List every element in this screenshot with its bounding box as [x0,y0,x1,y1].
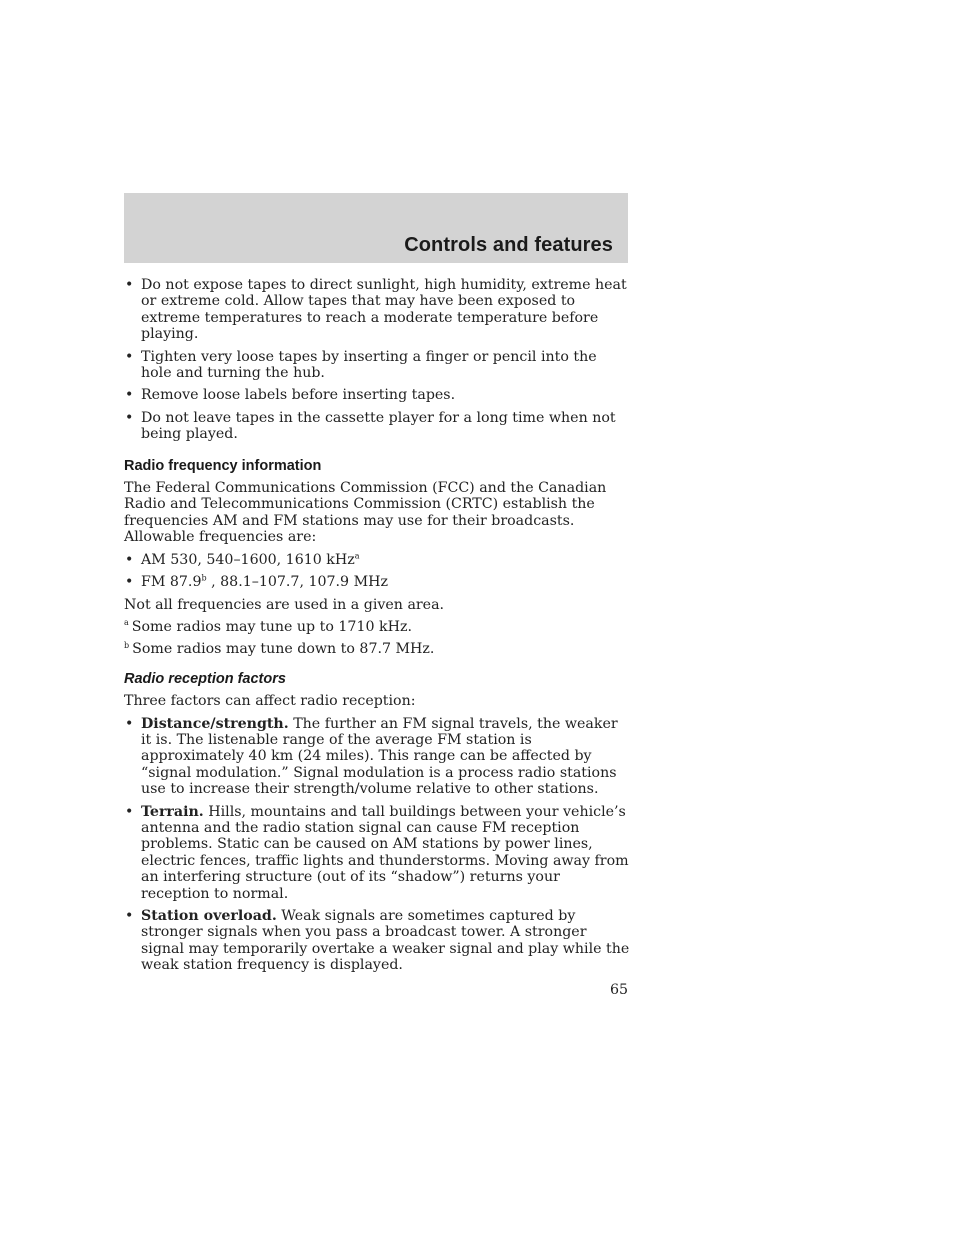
factor-term: Distance/strength. [141,715,289,732]
list-item: • Do not expose tapes to direct sunlight, high humidity, extreme heat or extreme cold. Allow tapes that may have been exposed to extreme temperatures to reach a moderate temperature before playing. [124,277,630,343]
page-content [124,277,630,980]
reception-factors-heading: Radio reception factors [124,670,286,687]
footnote-a [124,619,630,635]
fm-frequency: FM 87.9 [141,574,202,591]
list-item: • Do not leave tapes in the cassette player for a long time when not being played. [124,410,630,443]
factor-text: The further an FM signal travels, the weaker it is. The listenable range of the average FM station is approximately 40 km (24 miles). This range can be affected by “signal modulation.” Signal modulation is a process radio stations use to increase their strength/volume relative to other stations. [141,715,618,798]
frequency-list [124,552,630,591]
factor-text: Hills, mountains and tall buildings between your vehicle’s antenna and the radio station signal can cause FM reception problems. Static can be caused on AM stations by power lines, electric fences, traffic lights and thunderstorms. Moving away from an interfering structure (out of its “shadow”) returns your reception to normal. [141,803,629,902]
list-item [124,804,630,902]
section-header-band [124,193,628,263]
footnote-b [124,641,630,657]
tape-care-list [124,277,630,443]
fm-frequency-rest: , 88.1–107.7, 107.9 MHz [206,574,388,591]
footnote-text: Some radios may tune down to 87.7 MHz. [132,641,435,658]
factor-text: Weak signals are sometimes captured by stronger signals when you pass a broadcast tower. A stronger signal may temporarily overtake a weaker signal and play while the weak station frequency is displayed. [141,908,630,974]
frequency-note: Not all frequencies are used in a given area. [124,596,445,613]
radio-frequency-intro: The Federal Communications Commission (FCC) and the Canadian Radio and Telecommunications Commission (CRTC) establish the frequencies AM and FM stations may use for their broadcasts. Allowable frequencies are: [124,480,607,546]
footnote-marker: b [124,640,130,650]
radio-frequency-heading: Radio frequency information [124,457,322,474]
list-item: • Remove loose labels before inserting tapes. [124,387,630,403]
footnote-marker: b [201,573,207,583]
list-item [124,716,630,798]
am-frequency: AM 530, 540–1600, 1610 kHz [141,551,355,568]
footnote-marker: a [354,550,360,560]
list-item [124,574,630,590]
footnote-text: Some radios may tune up to 1710 kHz. [131,618,412,635]
factor-term: Station overload. [141,908,277,924]
reception-factors-list [124,716,630,974]
list-item: • Tighten very loose tapes by inserting a finger or pencil into the hole and turning the hub. [124,349,630,382]
reception-intro: Three factors can affect radio reception: [124,693,416,710]
page-number: 65 [609,982,628,998]
list-item [124,552,630,568]
list-item [124,908,630,974]
factor-term: Terrain. [141,803,204,820]
footnote-marker: a [124,618,129,628]
section-title: Controls and features [404,234,613,256]
